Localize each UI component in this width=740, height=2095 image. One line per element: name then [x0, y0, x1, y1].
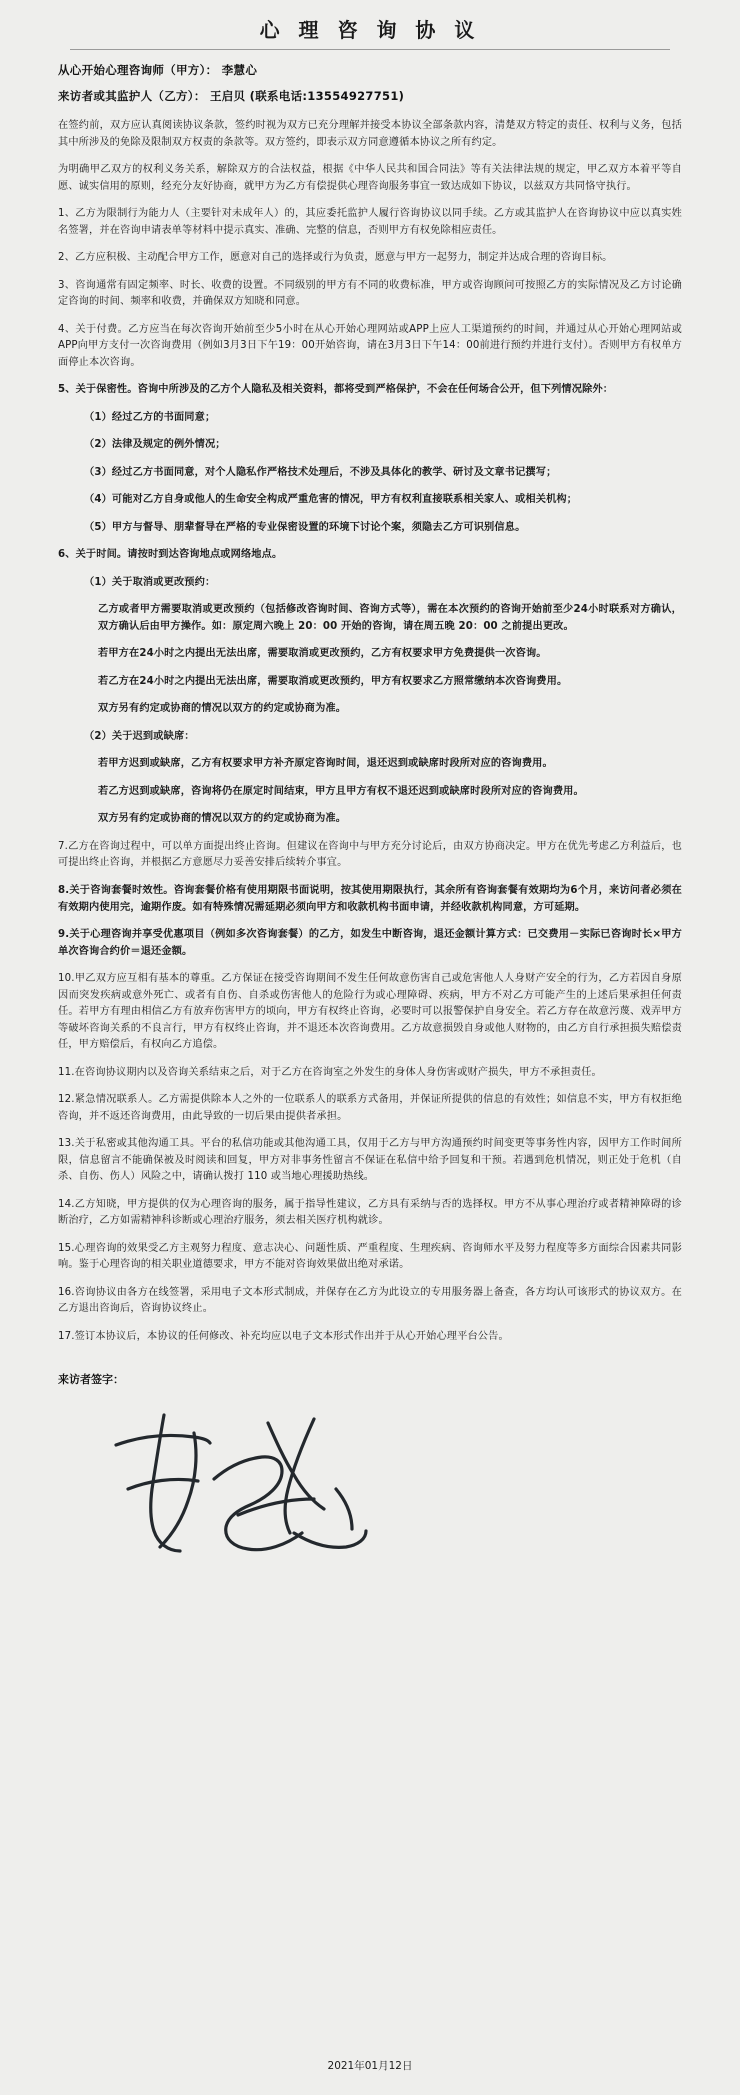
clause-paragraph: 8.关于咨询套餐时效性。咨询套餐价格有使用期限书面说明，按其使用期限执行，其余所有咨询套餐有效期均为6个月，来访问者必须在有效期内使用完，逾期作废。如有特殊情况需延期必须向甲方和收款机构书面申请，并经收款机构同意，方可延期。 [58, 884, 682, 913]
document-body [0, 62, 740, 1597]
clause-paragraph: （5）甲方与督导、朋辈督导在严格的专业保密设置的环境下讨论个案，须隐去乙方可识别信息。 [84, 521, 526, 533]
signature-label: 来访者签字： [58, 1373, 124, 1387]
clause-paragraph: 15.心理咨询的效果受乙方主观努力程度、意志决心、问题性质、严重程度、生理疾病、咨询师水平及努力程度等多方面综合因素共同影响。鉴于心理咨询的相关职业道德要求，甲方不能对咨询效果做出绝对承诺。 [58, 1242, 682, 1271]
clause-paragraph: 乙方或者甲方需要取消或更改预约（包括修改咨询时间、咨询方式等），需在本次预约的咨询开始前至少24小时联系对方确认，双方确认后由甲方操作。如：原定周六晚上 20：00 开始的咨询，请在周五晚 20：00 之前提出更改。 [98, 604, 682, 632]
clause-paragraph: （2）关于迟到或缺席： [84, 730, 195, 742]
clause-paragraph: 5、关于保密性。咨询中所涉及的乙方个人隐私及相关资料，都将受到严格保护，不会在任何场合公开，但下列情况除外： [58, 384, 614, 396]
clause-paragraph: 7.乙方在咨询过程中，可以单方面提出终止咨询。但建议在咨询中与甲方充分讨论后，由双方协商决定。甲方在优先考虑乙方利益后，也可提出终止咨询，并根据乙方意愿尽力妥善安排后续转介事宜。 [58, 840, 682, 869]
clause-paragraph: 17.签订本协议后，本协议的任何修改、补充均应以电子文本形式作出并于从心开始心理平台公告。 [58, 1330, 509, 1342]
clause-paragraph: 双方另有约定或协商的情况以双方的约定或协商为准。 [98, 813, 347, 825]
page-title: 心 理 咨 询 协 议 [259, 18, 481, 42]
clause-paragraph: （1）经过乙方的书面同意； [84, 411, 216, 423]
clause-paragraph: （1）关于取消或更改预约： [84, 576, 216, 588]
party-a-line: 从心开始心理咨询师（甲方）： 李慧心 [58, 63, 258, 77]
clause-paragraph: 6、关于时间。请按时到达咨询地点或网络地点。 [58, 549, 283, 561]
handwritten-signature-icon [98, 1393, 398, 1583]
clause-paragraph: （2）法律及规定的例外情况； [84, 439, 226, 451]
party-b-line: 来访者或其监护人（乙方）： 王启贝 (联系电话:13554927751) [58, 89, 405, 103]
clause-paragraph: 2、乙方应积极、主动配合甲方工作，愿意对自己的选择或行为负责，愿意与甲方一起努力，制定并达成合理的咨询目标。 [58, 252, 613, 264]
clause-paragraph: 13.关于私密或其他沟通工具。平台的私信功能或其他沟通工具，仅用于乙方与甲方沟通预约时间变更等事务性内容，因甲方工作时间所限，信息留言不能确保被及时阅读和回复，甲方对非事务性留言不保证在私信中给予回复和干预。若遇到危机情况，则正处于危机（自杀、自伤、伤人）风险之中，请确认拨打 110 或当地心理援助热线。 [58, 1138, 682, 1183]
clause-paragraph: 12.紧急情况联系人。乙方需提供除本人之外的一位联系人的联系方式备用，并保证所提供的信息的有效性；如信息不实，甲方有权拒绝咨询，并不返还咨询费用，由此导致的一切后果由提供者承担。 [58, 1094, 682, 1122]
clause-paragraph: 若甲方迟到或缺席，乙方有权要求甲方补齐原定咨询时间，退还迟到或缺席时段所对应的咨询费用。 [98, 758, 553, 770]
clause-paragraph: 9.关于心理咨询并享受优惠项目（例如多次咨询套餐）的乙方，如发生中断咨询，退还金额计算方式：已交费用－实际已咨询时长×甲方单次咨询合约价＝退还金额。 [58, 929, 682, 957]
clause-paragraph: 在签约前，双方应认真阅读协议条款，签约时视为双方已充分理解并接受本协议全部条款内容，清楚双方特定的责任、权利与义务，包括其中所涉及的免除及限制双方权责的条款等。双方签约，即表示双方同意遵循本协议之所有约定。 [58, 120, 682, 148]
clause-paragraph: （3）经过乙方书面同意，对个人隐私作严格技术处理后，不涉及具体化的教学、研讨及文章书记撰写； [84, 466, 557, 478]
clause-paragraph: 16.咨询协议由各方在线签署，采用电子文本形式制成，并保存在乙方为此设立的专用服务器上备查，各方均认可该形式的协议双方。在乙方退出咨询后，咨询协议终止。 [58, 1286, 682, 1315]
clause-paragraph: 双方另有约定或协商的情况以双方的约定或协商为准。 [98, 703, 347, 715]
clause-paragraph: 若乙方迟到或缺席，咨询将仍在原定时间结束，甲方且甲方有权不退还迟到或缺席时段所对应的咨询费用。 [98, 785, 584, 797]
signature-area [58, 1387, 682, 1597]
clause-paragraph: 11.在咨询协议期内以及咨询关系结束之后，对于乙方在咨询室之外发生的身体人身伤害或财产损失，甲方不承担责任。 [58, 1066, 602, 1078]
clauses-container [58, 118, 682, 1345]
clause-paragraph: 4、关于付费。乙方应当在每次咨询开始前至少5小时在从心开始心理网站或APP上应人工渠道预约的时间，并通过从心开始心理网站或APP向甲方支付一次咨询费用（例如3月3日下午19：00开始咨询，请在3月3日下午14：00前进行预约并进行支付）。否则甲方有权单方面停止本次咨询。 [58, 323, 682, 368]
clause-paragraph: 为明确甲乙双方的权利义务关系，解除双方的合法权益，根据《中华人民共和国合同法》等有关法律法规的规定，甲乙双方本着平等自愿、诚实信用的原则，经充分友好协商，就甲方为乙方有偿提供心理咨询服务事宜一致达成如下协议，以兹双方共同恪守执行。 [58, 164, 682, 192]
clause-paragraph: 若甲方在24小时之内提出无法出席，需要取消或更改预约，乙方有权要求甲方免费提供一次咨询。 [98, 648, 547, 660]
clause-paragraph: （4）可能对乙方自身或他人的生命安全构成严重危害的情况，甲方有权利直接联系相关家人、或相关机构； [84, 494, 578, 506]
title-divider [70, 49, 670, 50]
clause-paragraph: 若乙方在24小时之内提出无法出席，需要取消或更改预约，甲方有权要求乙方照常缴纳本次咨询费用。 [98, 675, 568, 687]
clause-paragraph: 1、乙方为限制行为能力人（主要针对未成年人）的，其应委托监护人履行咨询协议以同手续。乙方或其监护人在咨询协议中应以真实姓名签署，并在咨询申请表单等材料中提示真实、准确、完整的信息，否则甲方有权免除相应责任。 [58, 208, 682, 236]
signature-date: 2021年01月12日 [327, 2060, 413, 2072]
clause-paragraph: 14.乙方知晓，甲方提供的仅为心理咨询的服务，属于指导性建议，乙方具有采纳与否的选择权。甲方不从事心理治疗或者精神障碍的诊断治疗，乙方如需精神科诊断或心理治疗服务，须去相关医疗机构就诊。 [58, 1198, 682, 1227]
clause-paragraph: 3、咨询通常有固定频率、时长、收费的设置。不同级别的甲方有不同的收费标准，甲方或咨询顾问可按照乙方的实际情况及乙方讨论确定咨询的时间、频率和收费，并确保双方知晓和同意。 [58, 279, 682, 308]
clause-paragraph: 10.甲乙双方应互相有基本的尊重。乙方保证在接受咨询期间不发生任何故意伤害自己或危害他人人身财产安全的行为，乙方若因自身原因而突发疾病或意外死亡、或者有自伤、自杀或伤害他人的危险行为或心理障碍、疾病，甲方不对乙方可能产生的上述后果承担任何责任。若甲方有理由相信乙方有放弃伤害甲方的顷向，甲方有权终止咨询，必要时可以报警保护自身安全。若乙方存在故意污蔑、戏弄甲方等破坏咨询关系的不良言行，甲方有权终止咨询，并不退还本次咨询费用。乙方故意损毁自身或他人财物的，由乙方自行承担损失赔偿责任，甲方赔偿后，有权向乙方追偿。 [58, 973, 682, 1051]
